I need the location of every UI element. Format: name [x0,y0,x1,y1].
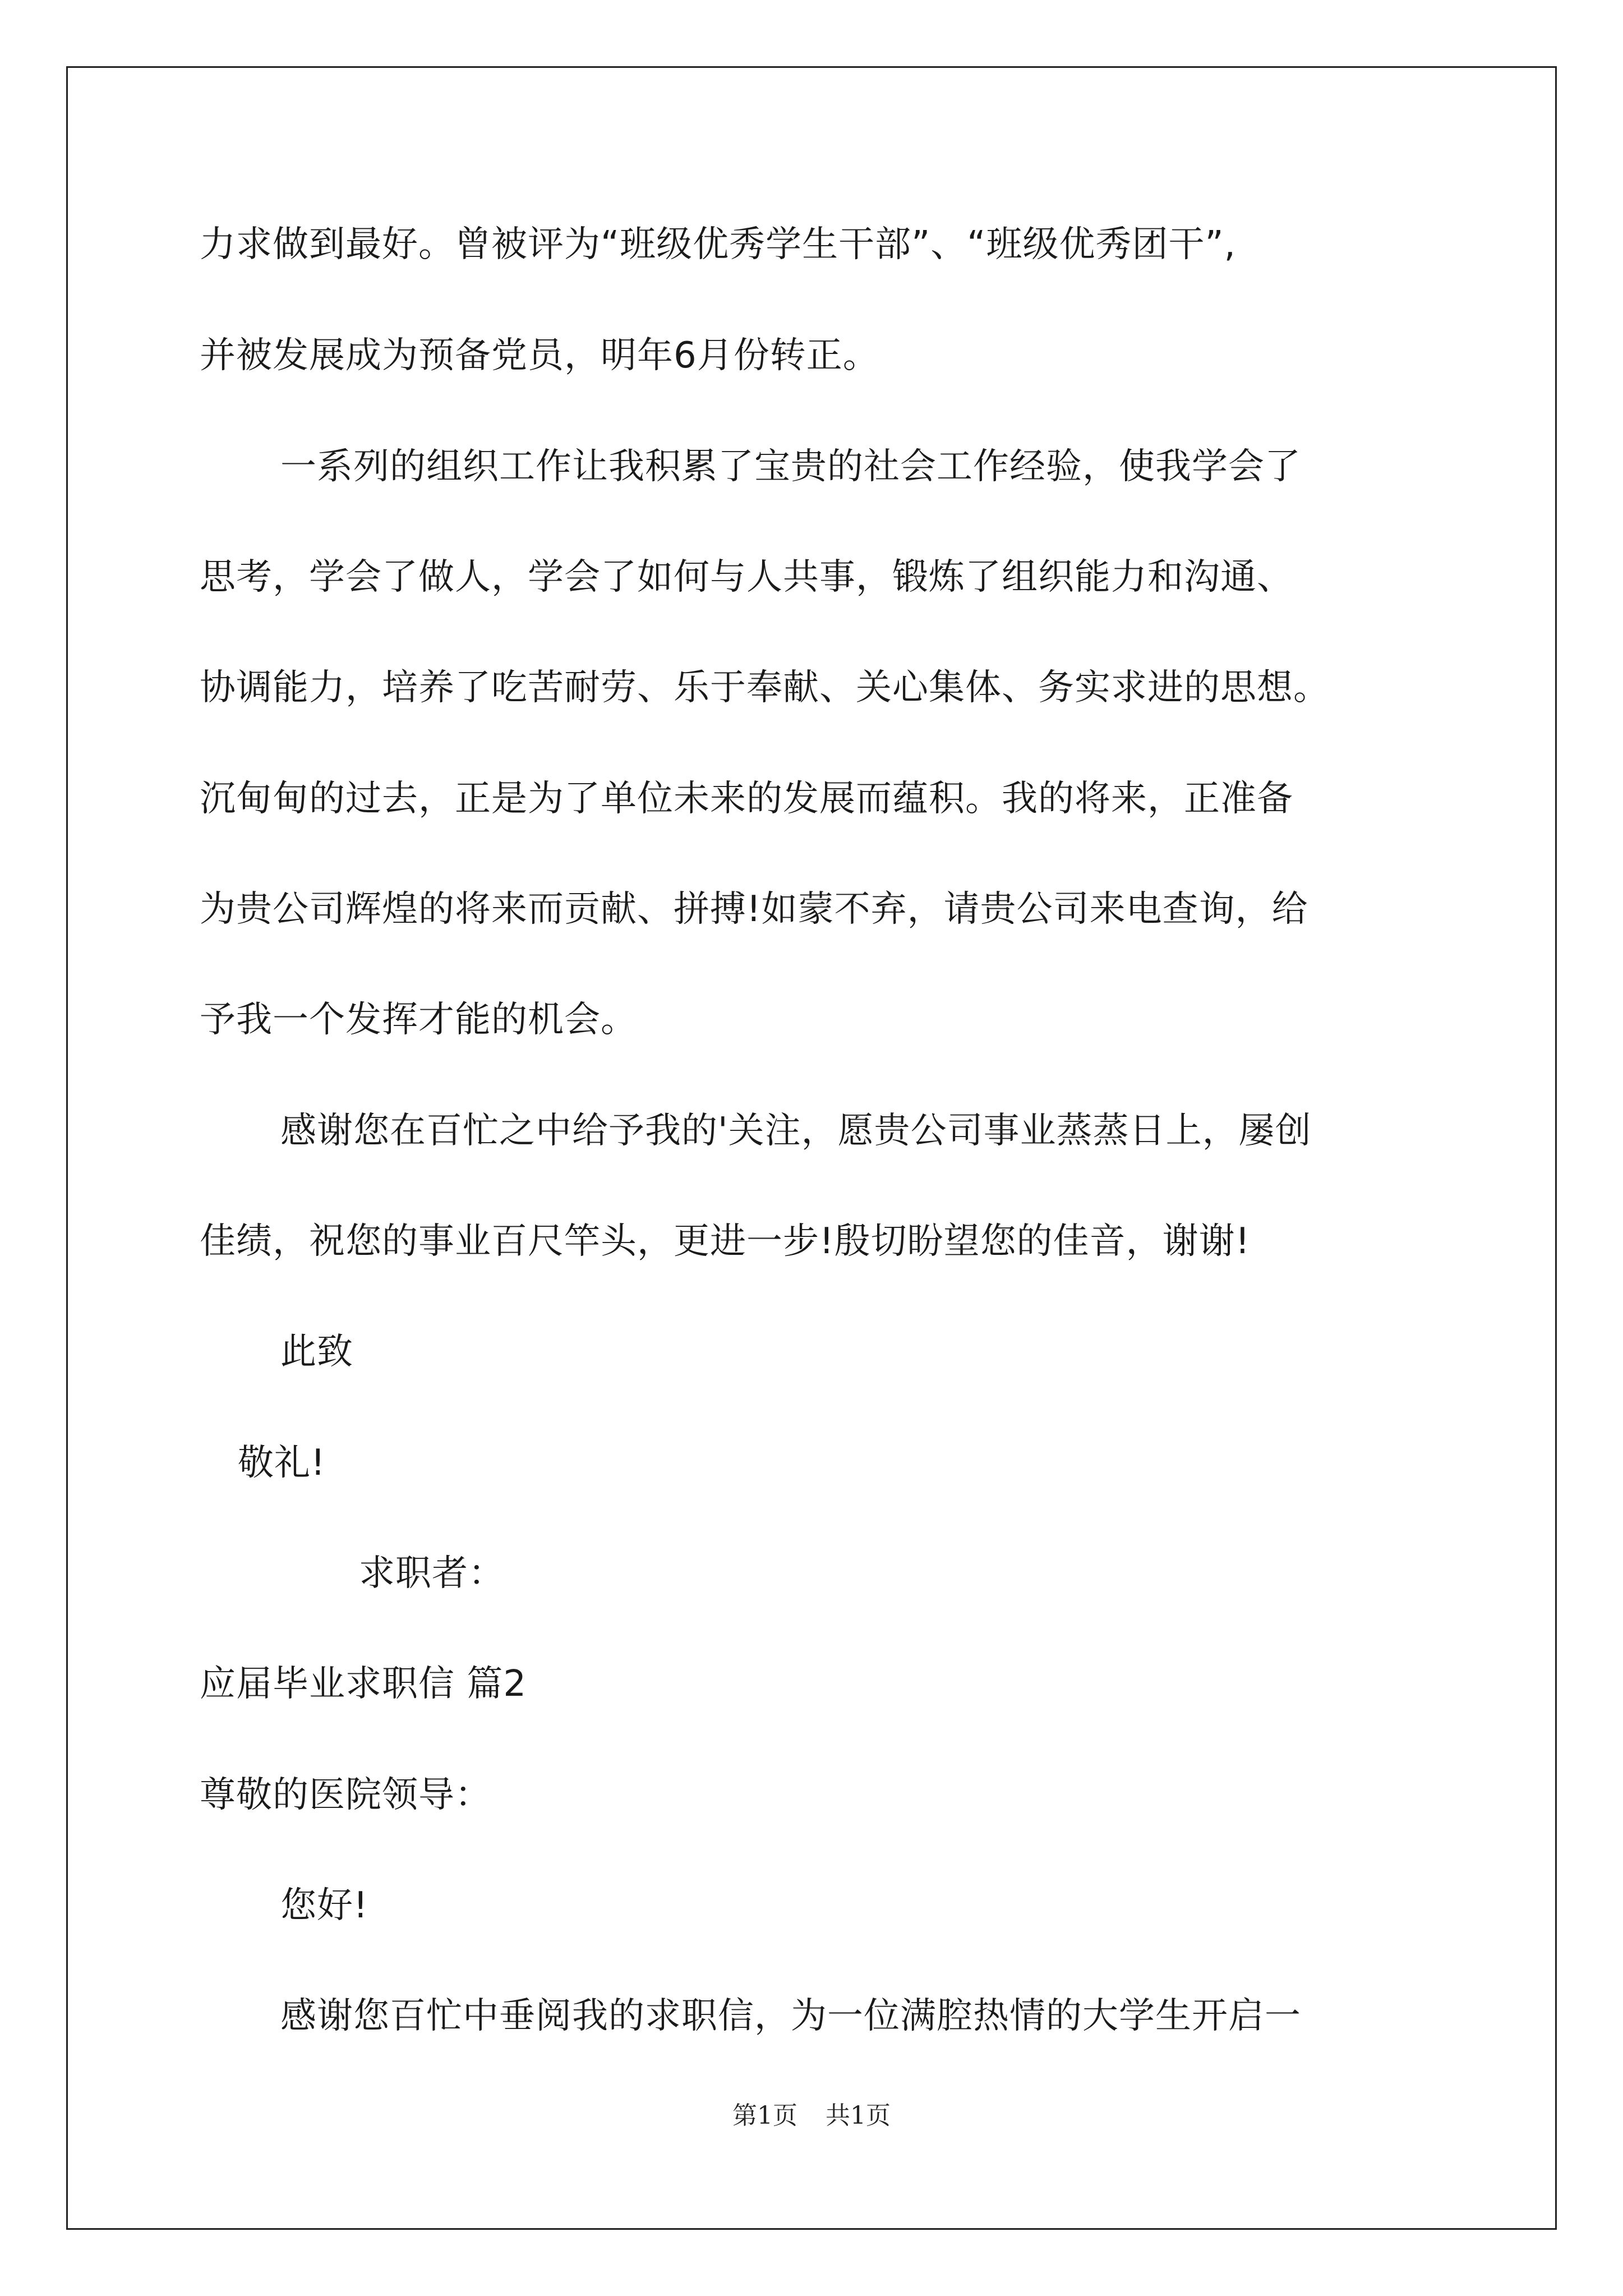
greeting: 您好! [280,1885,368,1926]
body-line-6: 沉甸甸的过去，正是为了单位未来的发展而蕴积。我的将来，正准备 [200,778,1293,820]
body-line-1: 力求做到最好。曾被评为“班级优秀学生干部”、“班级优秀团干”, [200,224,1236,265]
body-line-4: 思考，学会了做人，学会了如何与人共事，锻炼了组织能力和沟通、 [200,556,1293,598]
body-line-10: 佳绩，祝您的事业百尺竿头，更进一步!殷切盼望您的佳音，谢谢! [200,1221,1251,1262]
body-line-5: 协调能力，培养了吃苦耐劳、乐于奉献、关心集体、务实求进的思想。 [200,667,1330,708]
body-line-3: 一系列的组织工作让我积累了宝贵的社会工作经验，使我学会了 [280,446,1301,487]
applicant-signature-label: 求职者： [359,1553,505,1594]
page-number: 第1页 [732,2101,797,2130]
closing-ci-zhi: 此致 [280,1331,353,1373]
page-total: 共1页 [826,2101,891,2130]
section-heading: 应届毕业求职信 篇2 [200,1663,527,1705]
closing-jing-li: 敬礼! [238,1442,326,1484]
salutation: 尊敬的医院领导： [200,1774,491,1816]
body-line-2: 并被发展成为预备党员，明年6月份转正。 [200,335,879,376]
body-line-9: 感谢您在百忙之中给予我的'关注，愿贵公司事业蒸蒸日上，屡创 [280,1110,1312,1152]
page-footer [0,2095,1623,2131]
body-line-7: 为贵公司辉煌的将来而贡献、拼搏!如蒙不弃，请贵公司来电查询，给 [200,889,1308,930]
body-line-11: 感谢您百忙中垂阅我的求职信，为一位满腔热情的大学生开启一 [280,1995,1301,2037]
body-line-8: 予我一个发挥才能的机会。 [200,999,637,1041]
